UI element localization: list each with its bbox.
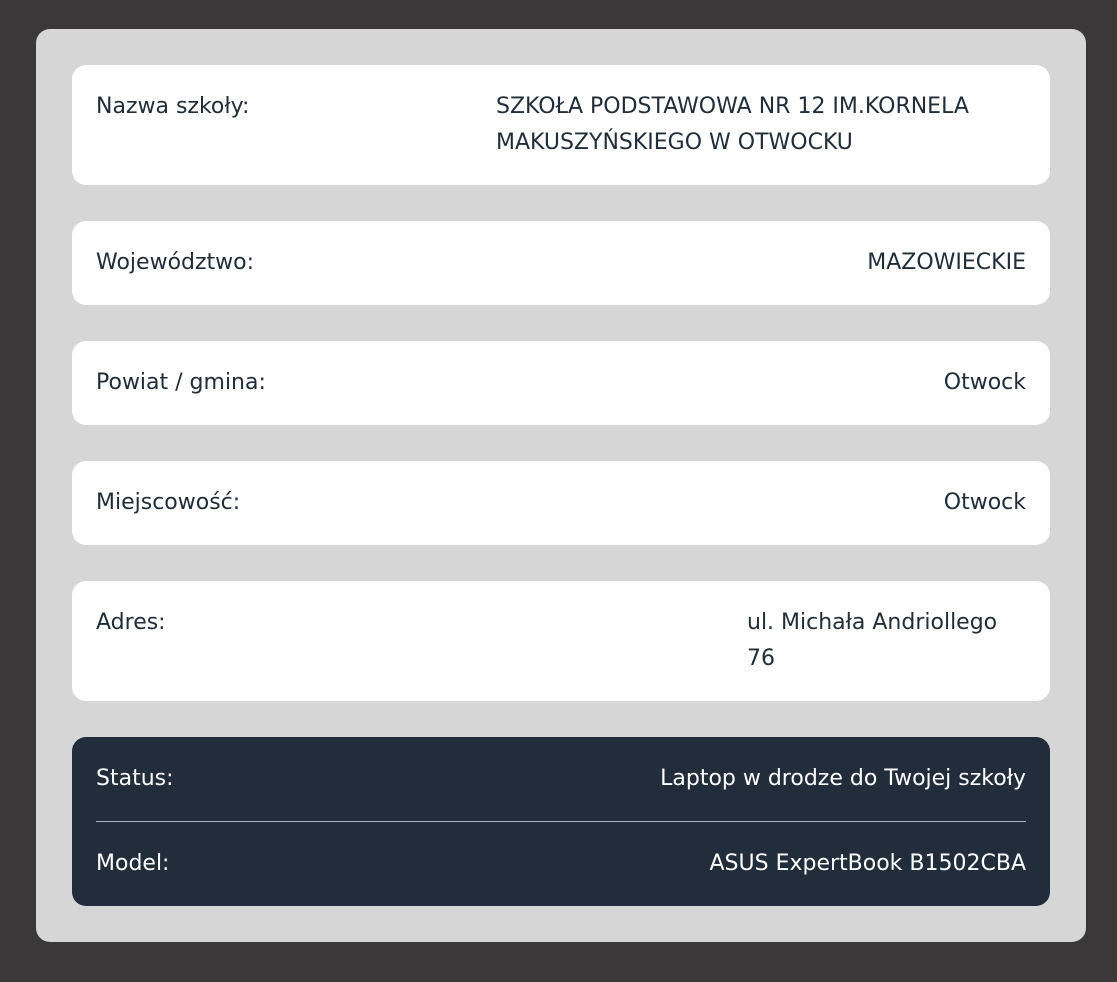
address-row xyxy=(72,581,1050,677)
voivodeship-card xyxy=(72,221,1050,305)
school-name-label: Nazwa szkoły: xyxy=(96,94,250,119)
town-row xyxy=(72,461,1050,521)
address-label: Adres: xyxy=(96,610,166,635)
town-card xyxy=(72,461,1050,545)
school-info-panel xyxy=(36,29,1086,942)
voivodeship-value: MAZOWIECKIE xyxy=(867,250,1026,275)
county-row xyxy=(72,341,1050,401)
address-value-line-1: ul. Michała Andriollego xyxy=(747,610,998,635)
status-row xyxy=(72,737,1050,821)
address-value xyxy=(747,605,1026,677)
school-name-value-line-2: MAKUSZYŃSKIEGO W OTWOCKU xyxy=(496,130,853,155)
address-value-line-2: 76 xyxy=(747,646,775,671)
voivodeship-label: Województwo: xyxy=(96,250,255,275)
delivery-status-card xyxy=(72,737,1050,906)
town-value: Otwock xyxy=(943,490,1026,515)
model-value: ASUS ExpertBook B1502CBA xyxy=(709,851,1026,876)
school-name-card xyxy=(72,65,1050,185)
county-card xyxy=(72,341,1050,425)
model-row xyxy=(72,822,1050,906)
school-name-row xyxy=(72,65,1050,161)
school-name-value-line-1: SZKOŁA PODSTAWOWA NR 12 IM.KORNELA xyxy=(496,94,969,119)
address-card xyxy=(72,581,1050,701)
voivodeship-row xyxy=(72,221,1050,281)
status-label: Status: xyxy=(96,766,174,791)
status-value: Laptop w drodze do Twojej szkoły xyxy=(660,766,1026,791)
school-name-value xyxy=(496,89,1026,161)
town-label: Miejscowość: xyxy=(96,490,241,515)
model-label: Model: xyxy=(96,851,170,876)
county-label: Powiat / gmina: xyxy=(96,370,266,395)
county-value: Otwock xyxy=(943,370,1026,395)
